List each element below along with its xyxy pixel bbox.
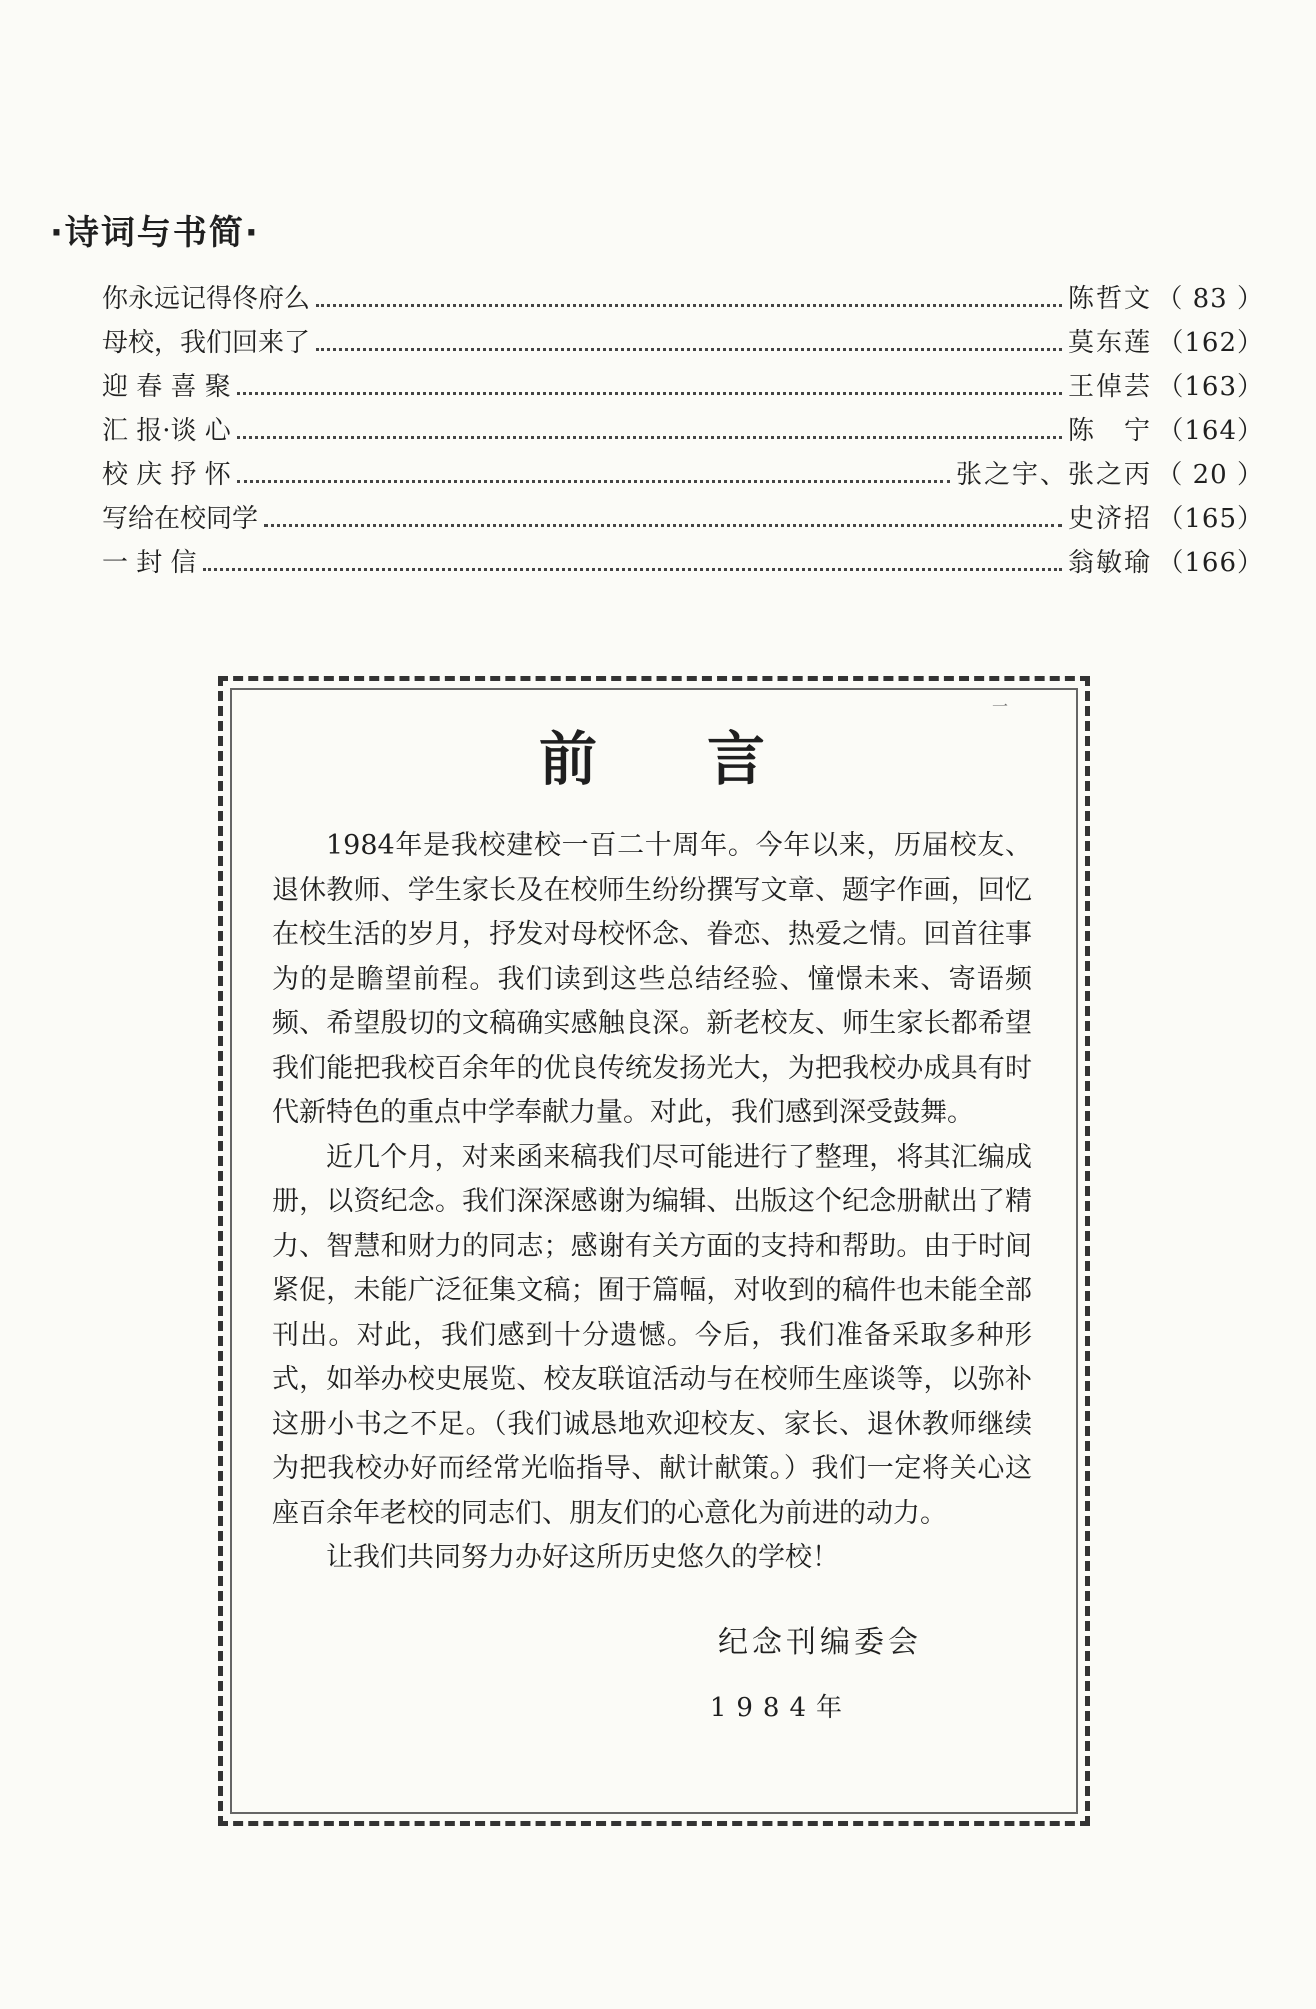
toc-author: 翁敏瑜 [1067,548,1152,578]
table-of-contents [102,278,1264,586]
toc-entry[interactable] [102,542,1264,586]
toc-entry[interactable] [102,498,1264,542]
preface-paragraph: 让我们共同努力办好这所历史悠久的学校！ [326,1542,839,1573]
toc-title: 你永远记得佟府么 [102,284,311,314]
toc-page-number: （165） [1157,504,1264,534]
preface-paragraph: 1984年是我校建校一百二十周年。今年以来，历届校友、退休教师、学生家长及在校师生纷纷撰写文章、题字作画，回忆在校生活的岁月，抒发对母校怀念、眷恋、热爱之情。回首往事为的是瞻望前程。我们读到这些总结经验、憧憬未来、寄语频频、希望殷切的文稿确实感触良深。新老校友、师生家长都希望我们能把我校百余年的优良传统发扬光大，为把我校办成具有时代新特色的重点中学奉献力量。对此，我们感到深受鼓舞。 [272,830,1032,1128]
preface [272,712,1032,1724]
toc-page-number: （163） [1157,372,1264,402]
toc-title: 迎 春 喜 聚 [102,372,231,402]
toc-leader-dots [237,435,1062,439]
preface-title: 前言 [538,725,875,793]
toc-author: 张之宇、张之丙 [955,460,1152,490]
toc-leader-dots [237,391,1062,395]
toc-leader-dots [203,567,1062,571]
toc-page-number: （164） [1157,416,1264,446]
section-heading: ·诗词与书简· [50,213,260,253]
toc-title: 写给在校同学 [102,504,259,534]
toc-entry[interactable] [102,410,1264,454]
toc-entry[interactable] [102,322,1264,366]
toc-entry[interactable] [102,278,1264,322]
toc-author: 王倬芸 [1067,372,1152,402]
toc-author: 陈 宁 [1067,416,1152,446]
toc-leader-dots [316,303,1062,307]
toc-entry[interactable] [102,454,1264,498]
toc-leader-dots [237,479,950,483]
toc-author: 莫东莲 [1067,328,1152,358]
toc-leader-dots [264,523,1062,527]
preface-year: 1984年 [709,1692,852,1723]
toc-page-number: （ 83 ） [1156,284,1264,314]
toc-title: 汇 报·谈 心 [102,416,231,446]
page-mark: 一 [992,697,1009,716]
toc-page-number: （ 20 ） [1156,460,1264,490]
toc-title: 一 封 信 [102,548,197,578]
toc-title: 校 庆 抒 怀 [102,460,231,490]
toc-author: 陈哲文 [1067,284,1152,314]
toc-page-number: （166） [1157,548,1264,578]
toc-leader-dots [316,347,1062,351]
toc-entry[interactable] [102,366,1264,410]
toc-author: 史济招 [1067,504,1152,534]
preface-signature: 纪念刊编委会 [718,1624,922,1660]
toc-page-number: （162） [1157,328,1264,358]
preface-paragraph: 近几个月，对来函来稿我们尽可能进行了整理，将其汇编成册，以资纪念。我们深深感谢为编辑、出版这个纪念册献出了精力、智慧和财力的同志；感谢有关方面的支持和帮助。由于时间紧促，未能广泛征集文稿；囿于篇幅，对收到的稿件也未能全部刊出。对此，我们感到十分遗憾。今后，我们准备采取多种形式，如举办校史展览、校友联谊活动与在校师生座谈等，以弥补这册小书之不足。（我们诚恳地欢迎校友、家长、退休教师继续为把我校办好而经常光临指导、献计献策。）我们一定将关心这座百余年老校的同志们、朋友们的心意化为前进的动力。 [272,1141,1032,1529]
toc-title: 母校，我们回来了 [102,328,311,358]
